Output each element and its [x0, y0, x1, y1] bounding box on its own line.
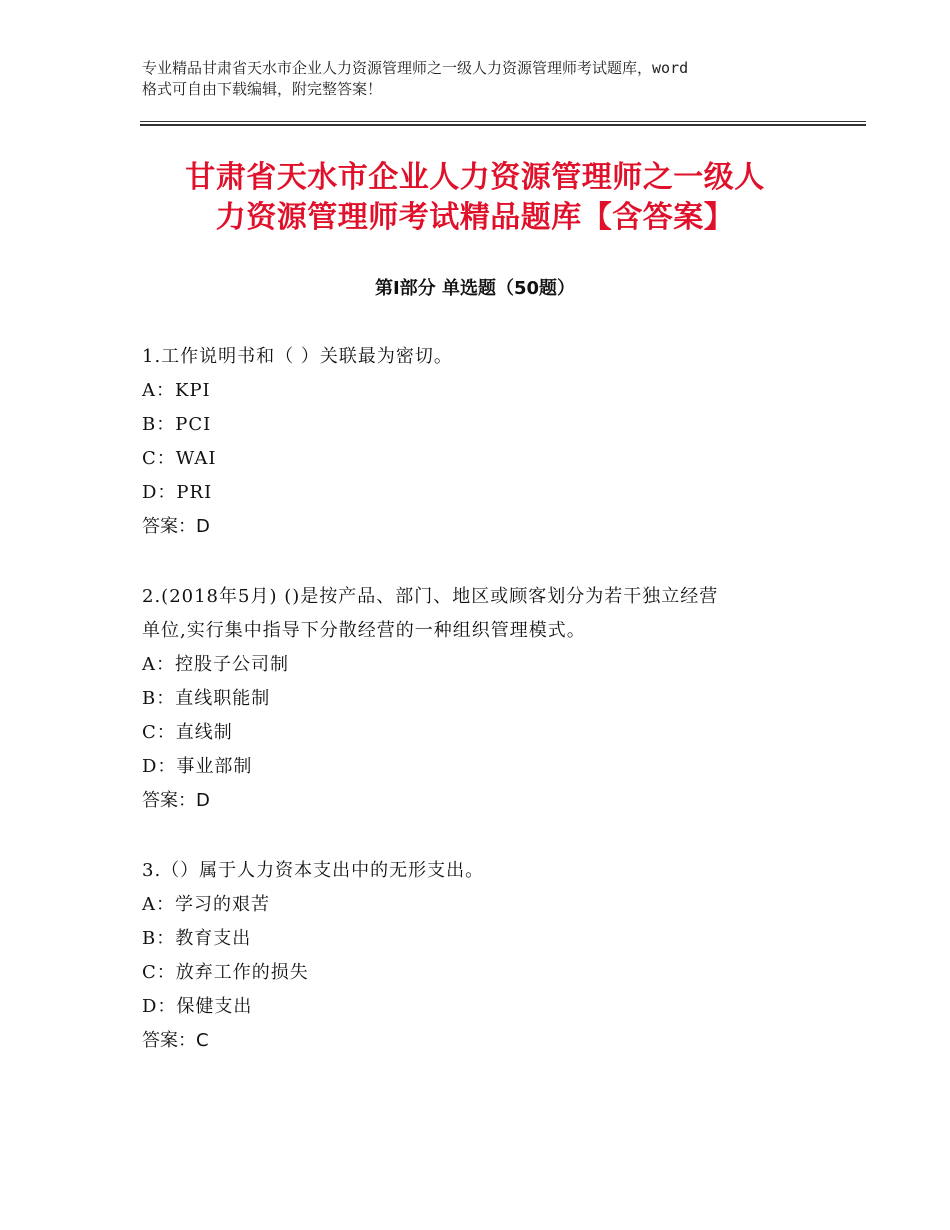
option-a: A：控股子公司制 — [142, 654, 289, 675]
answer: 答案：D — [142, 516, 210, 537]
option-b: B：直线职能制 — [142, 688, 271, 709]
option-c: C：放弃工作的损失 — [142, 962, 309, 983]
question-stem-continued: 单位,实行集中指导下分散经营的一种组织管理模式。 — [142, 620, 586, 641]
option-d: D：PRI — [142, 482, 213, 503]
option-a: A：KPI — [142, 380, 211, 401]
option-a: A：学习的艰苦 — [142, 894, 270, 915]
answer: 答案：C — [142, 1030, 209, 1051]
header-note-line-1: 专业精品甘肃省天水市企业人力资源管理师之一级人力资源管理师考试题库，word — [142, 59, 689, 77]
header-note — [142, 58, 832, 100]
question-stem: 3.（）属于人力资本支出中的无形支出。 — [142, 860, 485, 881]
option-b: B：教育支出 — [142, 928, 252, 949]
answer: 答案：D — [142, 790, 210, 811]
option-d: D：事业部制 — [142, 756, 253, 777]
section-title: 第Ⅰ部分 单选题（50题） — [374, 278, 575, 299]
question-3 — [142, 854, 822, 1058]
question-2 — [142, 580, 822, 818]
option-b: B：PCI — [142, 414, 212, 435]
document-title-line-1: 甘肃省天水市企业人力资源管理师之一级人 — [185, 160, 765, 195]
document-title-line-2: 力资源管理师考试精品题库【含答案】 — [215, 200, 735, 235]
question-list — [142, 340, 822, 1094]
question-stem: 2.(2018年5月) ()是按产品、部门、地区或顾客划分为若干独立经营 — [142, 586, 719, 607]
header-note-line-2: 格式可自由下载编辑，附完整答案！ — [142, 80, 383, 98]
option-c: C：直线制 — [142, 722, 233, 743]
question-stem: 1.工作说明书和（ ）关联最为密切。 — [142, 346, 453, 367]
option-c: C：WAI — [142, 448, 217, 469]
header-divider — [140, 121, 866, 126]
document-title — [100, 158, 850, 238]
option-d: D：保健支出 — [142, 996, 253, 1017]
question-1 — [142, 340, 822, 544]
